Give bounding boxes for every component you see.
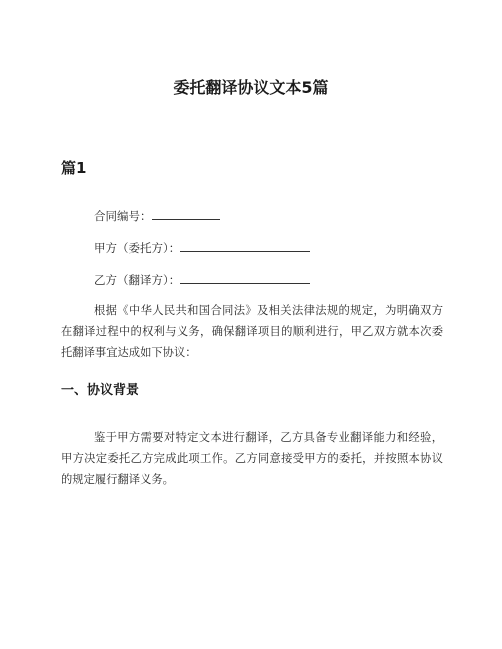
clause-1-heading: 一、协议背景 bbox=[61, 383, 140, 398]
party-b-label: 乙方（翻译方）： bbox=[94, 273, 181, 287]
contract-number-field bbox=[94, 208, 220, 224]
party-b-field bbox=[94, 272, 310, 288]
contract-number-blank bbox=[152, 208, 220, 220]
section-heading: 篇1 bbox=[61, 159, 87, 177]
party-a-blank bbox=[180, 240, 310, 252]
party-a-field bbox=[94, 240, 310, 256]
contract-number-label: 合同编号： bbox=[94, 209, 152, 223]
party-a-label: 甲方（委托方）： bbox=[94, 241, 181, 255]
clause-1-paragraph: 鉴于甲方需要对特定文本进行翻译，乙方具备专业翻译能力和经验，甲方决定委托乙方完成此项工作。乙方同意接受甲方的委托，并按照本协议的规定履行翻译义务。 bbox=[61, 431, 443, 486]
party-b-blank bbox=[180, 272, 310, 284]
document-title: 委托翻译协议文本5篇 bbox=[173, 78, 329, 97]
intro-paragraph: 根据《中华人民共和国合同法》及相关法律法规的规定，为明确双方在翻译过程中的权利与义务，确保翻译项目的顺利进行，甲乙双方就本次委托翻译事宜达成如下协议： bbox=[61, 304, 443, 359]
